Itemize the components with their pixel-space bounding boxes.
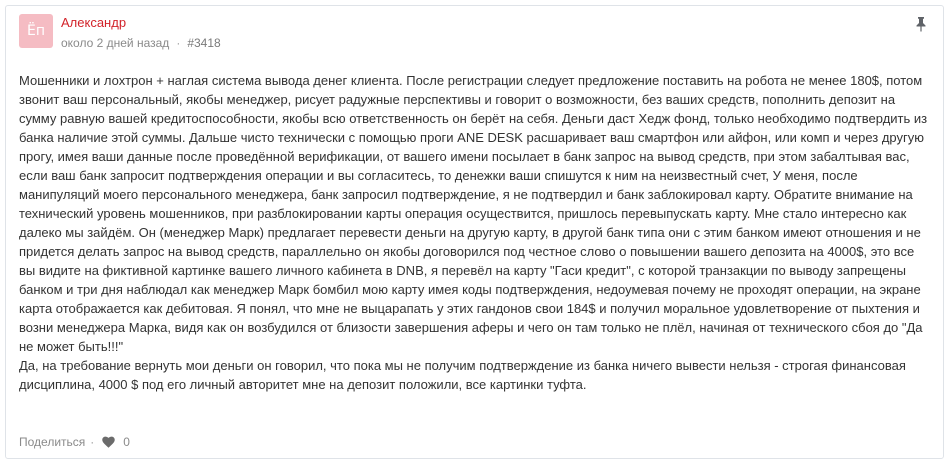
share-link[interactable]: Поделиться (19, 435, 86, 449)
like-count: 0 (123, 435, 130, 449)
author-name-link[interactable]: Александр (61, 15, 127, 30)
heart-icon (102, 436, 115, 448)
comment-id-link[interactable]: #3418 (187, 36, 221, 50)
comment-body: Мошенники и лохтрон + наглая система вывода денег клиента. После регистрации следует предложение поставить на робота не менее 180$, потом звонит ваш персональный, якобы менеджер, рисует радужные перспективы и говорит о возможности, без ваших средств, пополнить депозит на сумму равную вашей кредитоспособности, якобы всю ответственность он берёт на себя. Деньги даст Хедж фонд, только необходимо подтвердить из банка наличие этой суммы. Дальше чисто технически с помощью проги ANE DESK расшаривает ваш смартфон или айфон, или комп и через другую прогу, имея ваши данные после проведённой верификации, от вашего имени посылает в банк запрос на вывод средств, при этом забалтывая вас, если ваш банк запросит подтверждения операции и вы согласитесь, то денежки ваши спишутся к ним на неизвестный счет, У меня, после манипуляций моего персонального менеджера, банк запросил подтверждение, я не подтвердил и банк заблокировал карту. Обратите внимание на технический уровень мошенников, при разблокировании карты операция осуществится, пришлось перевыпускать карту. Мне стало интересно как далеко мы зайдём. Он (менеджер Марк) предлагает перевести деньги на другую карту, в другой банк типа они с этим банком имеют отношения и не придется делать запрос на вывод средств, параллельно он якобы договорился под честное слово о повышении вашего депозита на 4000$, это все вы видите на фиктивной картинке вашего личного кабинета в DNB, я перевёл на карту "Гаси кредит", с которой транзакции по выводу запрещены банком и три дня наблюдал как менеджер Марк бомбил мою карту имея коды подтверждения, недоумевая почему не проходят операции, на экране карта отображается как дебитовая. Я понял, что мне не выцарапать у этих гандонов свои 184$ и получил моральное удовлетворение от пыхтения и возни менеджера Марка, видя как он возбудился от близости завершения аферы и чего он там только не плёл, начиная от технического сбоя до "Да не может быть!!!" Да, на требование вернуть мои деньги он говорил, что пока мы не получим подтверждение из банка ничего вывести нельзя - строгая финансовая дисциплина, 4000 $ под его личный авторитет мне на депозит положили, все картинки туфта. (19, 73, 928, 392)
comment-card (5, 5, 944, 459)
comment-meta (61, 36, 221, 50)
meta-separator: · (176, 36, 181, 50)
like-button[interactable] (102, 435, 130, 449)
pin-icon[interactable] (914, 16, 928, 32)
comment-footer (19, 435, 130, 449)
avatar[interactable]: Ёп (19, 14, 53, 48)
footer-separator: · (90, 435, 95, 449)
comment-time[interactable]: около 2 дней назад (61, 36, 170, 50)
